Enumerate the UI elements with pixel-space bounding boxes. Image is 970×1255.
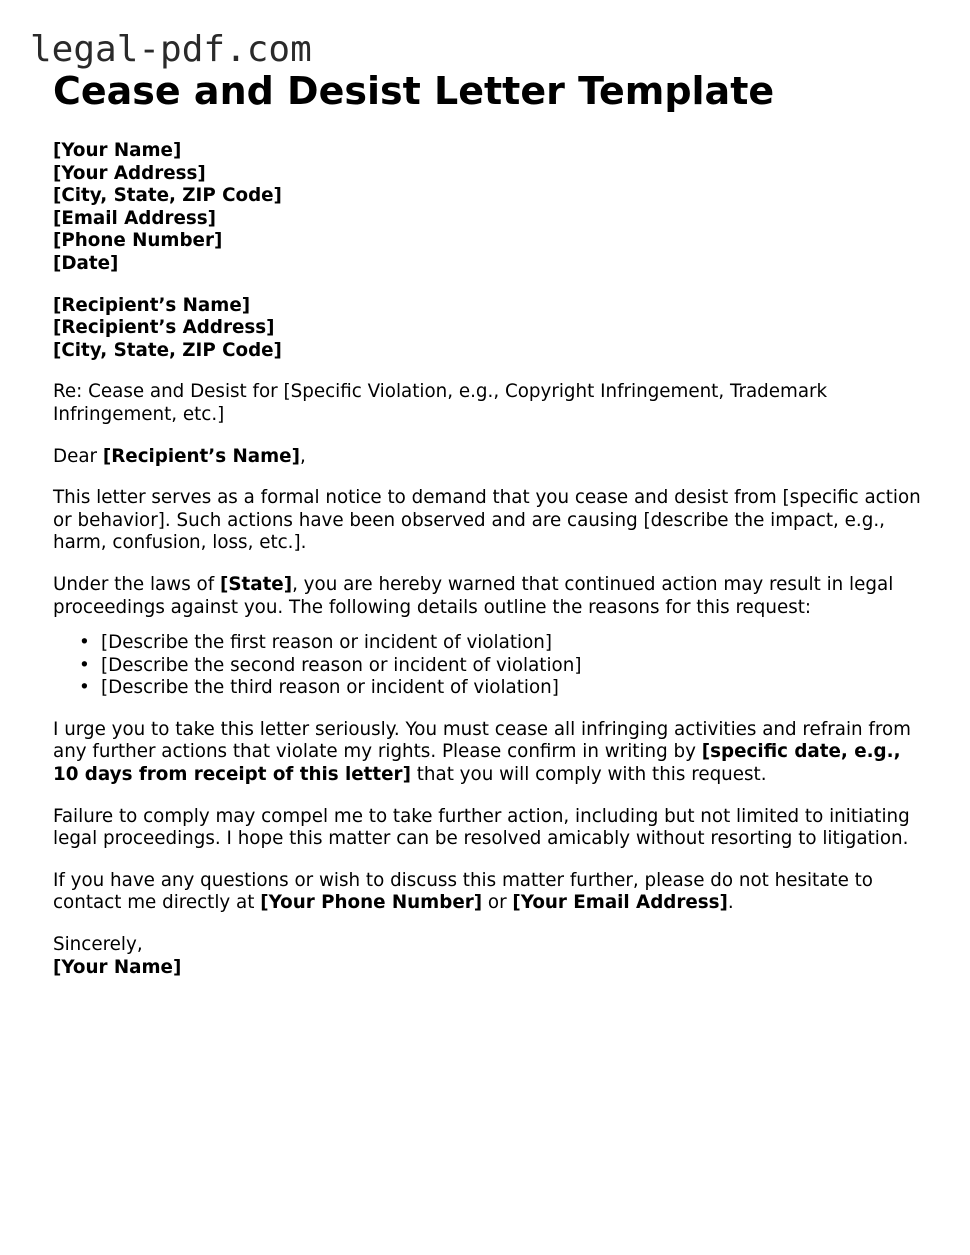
closing-block [53,934,923,979]
reason-text: [Describe the second reason or incident of violation] [101,654,582,676]
reasons-list [53,632,923,700]
paragraph-contact-middle: or [482,892,513,914]
recipient-address: [Recipient’s Address] [53,317,275,339]
paragraph-contact-before: If you have any questions or wish to discuss this matter further, please do not hesitate to contact me directly at [53,869,873,914]
paragraph-laws-before: Under the laws of [53,573,220,595]
paragraph-urge-after: that you will comply with this request. [410,764,767,786]
subject-line: Re: Cease and Desist for [Specific Violation, e.g., Copyright Infringement, Trademark Infringement, etc.] [53,381,828,425]
recipient-city-state-zip: [City, State, ZIP Code] [53,339,282,361]
signature-name: [Your Name] [53,956,182,978]
list-item [79,677,923,700]
paragraph-notice: This letter serves as a formal notice to demand that you cease and desist from [specific action or behavior]. Such actions have been observed and are causing [describe the impact, e.g., harm, confusion, loss, etc.]. [53,487,921,554]
letter-date: [Date] [53,252,119,274]
state-placeholder: [State] [219,573,293,595]
phone-placeholder: [Your Phone Number] [260,892,483,914]
paragraph-contact [53,870,923,915]
email-placeholder: [Your Email Address] [512,892,728,914]
paragraph-laws-after: , you are hereby warned that continued action may result in legal proceedings against you. The following details outline the reasons for this request: [53,573,894,618]
salutation [53,446,923,469]
salutation-suffix: , [299,445,306,467]
valediction: Sincerely, [53,934,143,956]
salutation-prefix: Dear [53,445,103,467]
bullet-icon: • [79,654,90,676]
sender-phone: [Phone Number] [53,230,223,252]
reason-text: [Describe the first reason or incident of violation] [101,632,552,654]
salutation-recipient-name: [Recipient’s Name] [102,445,300,467]
bullet-icon: • [79,632,90,654]
recipient-name: [Recipient’s Name] [53,294,251,316]
recipient-block [53,295,923,363]
sender-address: [Your Address] [53,162,206,184]
sender-name: [Your Name] [53,140,182,161]
site-watermark: legal-pdf.com [30,29,312,70]
letter-document [53,66,923,998]
sender-block [53,140,923,276]
paragraph-urge-before: I urge you to take this letter seriously. You must cease all infringing activities and refrain from any further actions that violate my rights. Please confirm in writing by [53,718,911,763]
sender-email: [Email Address] [53,207,216,229]
deadline-placeholder: [specific date, e.g., 10 days from receipt of this letter] [53,741,901,786]
paragraph-failure: Failure to comply may compel me to take further action, including but not limited to initiating legal proceedings. I hope this matter can be resolved amicably without resorting to litigation. [53,805,910,850]
paragraph-contact-after: . [727,892,734,914]
sender-city-state-zip: [City, State, ZIP Code] [53,185,282,207]
list-item [79,654,923,678]
reason-text: [Describe the third reason or incident of violation] [101,677,559,699]
paragraph-laws [53,574,923,619]
page-title: Cease and Desist Letter Template [53,69,775,113]
paragraph-urge [53,719,923,787]
list-item [79,632,923,655]
bullet-icon: • [79,677,90,699]
